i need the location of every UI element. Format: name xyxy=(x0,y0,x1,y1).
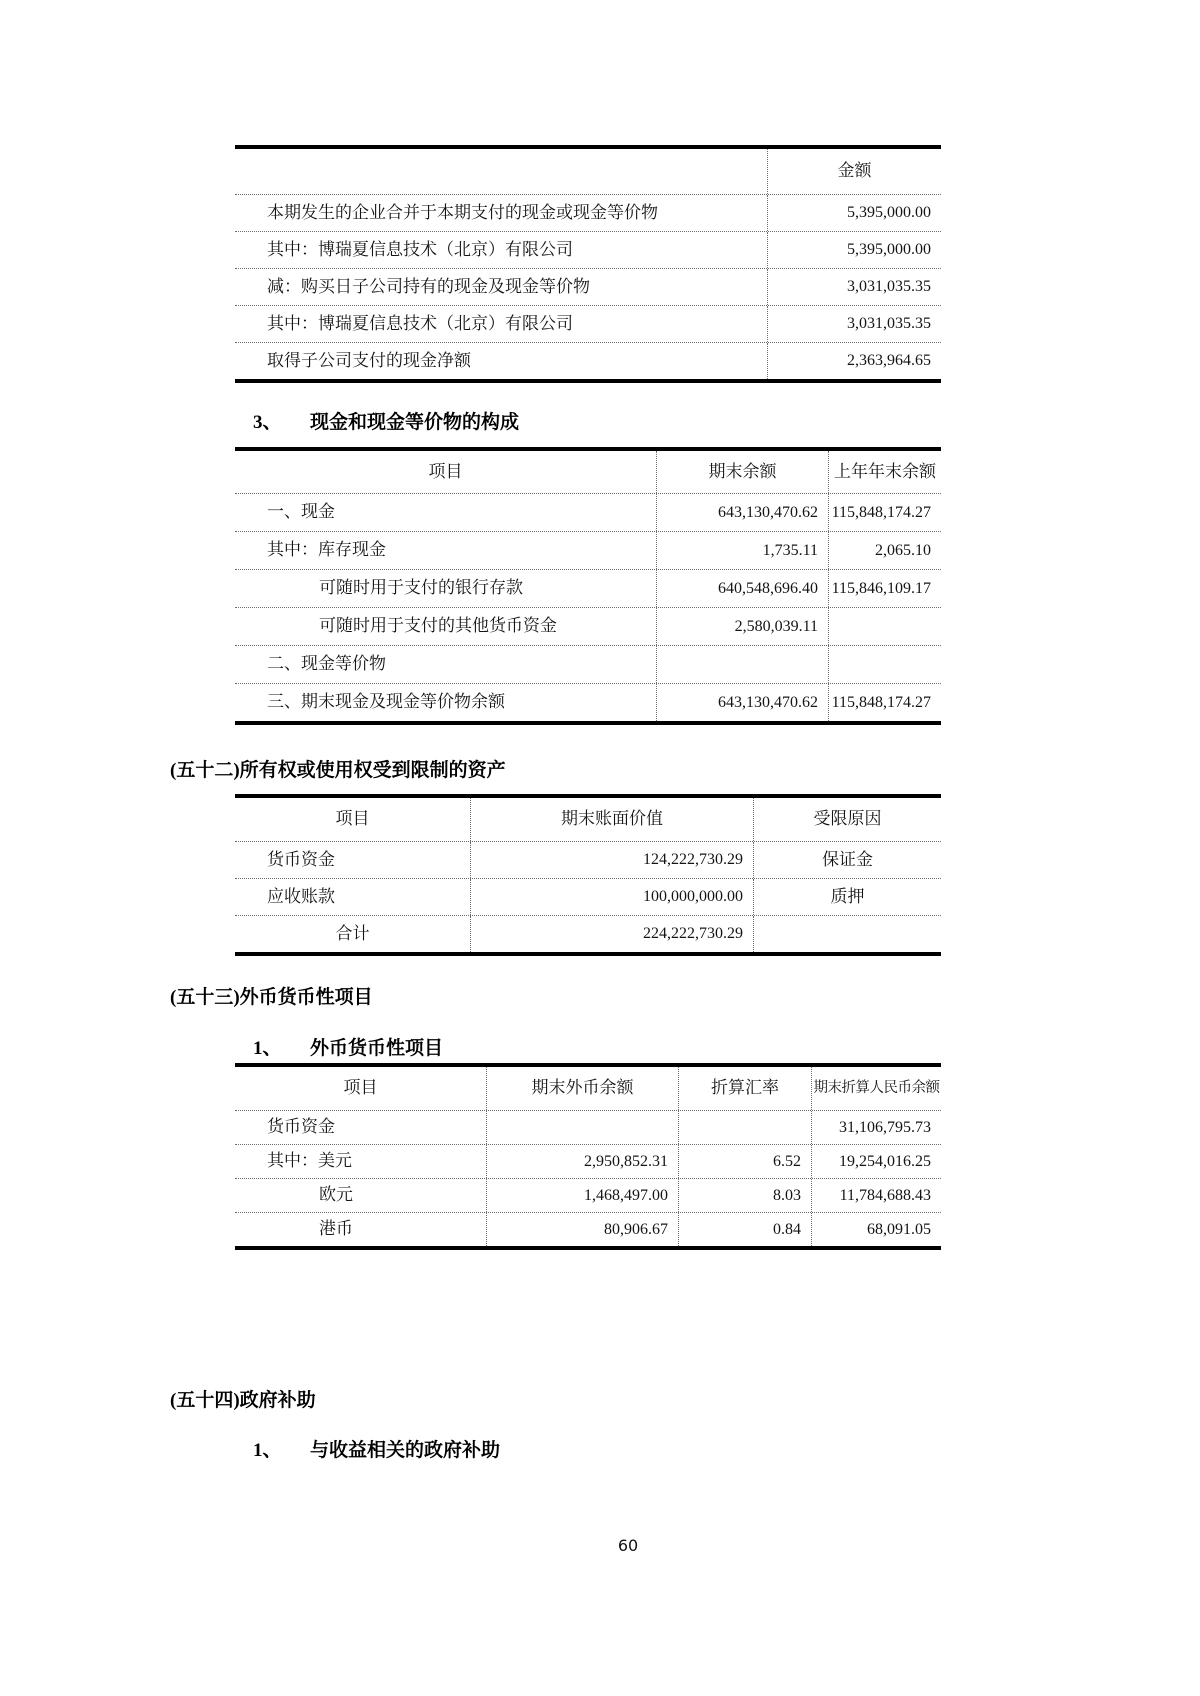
business-combination-cash-table xyxy=(235,145,941,383)
row-exchange-rate: 8.03 xyxy=(679,1179,812,1212)
table-row xyxy=(235,1213,941,1246)
row-item-label: 取得子公司支付的现金净额 xyxy=(235,343,768,379)
section-heading-restricted-assets xyxy=(170,760,506,783)
row-exchange-rate: 6.52 xyxy=(679,1145,812,1178)
table-row xyxy=(235,1111,941,1145)
row-item-label: 其中：博瑞夏信息技术（北京）有限公司 xyxy=(235,306,768,342)
row-ending-balance: 1,735.11 xyxy=(657,532,829,569)
table-row xyxy=(235,306,941,343)
table-header-row xyxy=(235,149,941,195)
row-ending-balance: 643,130,470.62 xyxy=(657,684,829,721)
row-fcy-balance xyxy=(487,1111,679,1144)
row-prior-balance xyxy=(829,608,941,645)
row-item-label: 欧元 xyxy=(235,1179,487,1212)
row-item-label: 一、现金 xyxy=(235,494,657,531)
table-header-row xyxy=(235,798,941,842)
subsection-heading-income-related-grants xyxy=(253,1440,500,1463)
row-item-label: 应收账款 xyxy=(235,879,471,915)
section-heading-government-grants xyxy=(170,1390,316,1413)
subsection-title: 与收益相关的政府补助 xyxy=(310,1440,501,1461)
table-row xyxy=(235,1179,941,1213)
table-row xyxy=(235,269,941,306)
foreign-currency-table xyxy=(235,1063,941,1250)
row-item-label: 港币 xyxy=(235,1213,487,1246)
cash-equivalents-table xyxy=(235,447,941,725)
table-row xyxy=(235,195,941,232)
row-item-label: 其中：博瑞夏信息技术（北京）有限公司 xyxy=(235,232,768,268)
row-item-label: 本期发生的企业合并于本期支付的现金或现金等价物 xyxy=(235,195,768,231)
table-row xyxy=(235,646,941,684)
row-exchange-rate: 0.84 xyxy=(679,1213,812,1246)
row-amount: 3,031,035.35 xyxy=(847,278,931,296)
row-prior-balance: 2,065.10 xyxy=(875,541,931,559)
section-number: 3、 xyxy=(253,412,282,433)
row-ending-balance: 2,580,039.11 xyxy=(657,608,829,645)
row-prior-balance xyxy=(829,646,941,683)
section-heading-foreign-currency xyxy=(170,987,373,1010)
header-item: 项目 xyxy=(235,1067,487,1110)
row-item-label: 三、期末现金及现金等价物余额 xyxy=(235,684,657,721)
row-restriction-reason: 质押 xyxy=(830,886,865,906)
row-ending-balance: 640,548,696.40 xyxy=(657,570,829,607)
row-ending-balance xyxy=(657,646,829,683)
row-fcy-balance: 80,906.67 xyxy=(487,1213,679,1246)
table-row xyxy=(235,879,941,916)
subsection-number: 1、 xyxy=(253,1440,282,1461)
table-row xyxy=(235,232,941,269)
row-book-value: 124,222,730.29 xyxy=(471,842,754,878)
row-amount: 5,395,000.00 xyxy=(847,204,931,222)
table-row xyxy=(235,684,941,721)
section-title: 外币货币性项目 xyxy=(239,987,373,1008)
row-fcy-balance: 2,950,852.31 xyxy=(487,1145,679,1178)
row-item-label: 可随时用于支付的其他货币资金 xyxy=(235,608,657,645)
row-amount: 5,395,000.00 xyxy=(847,241,931,259)
row-rmb-balance: 11,784,688.43 xyxy=(839,1186,931,1204)
table-row xyxy=(235,1145,941,1179)
row-total-label: 合计 xyxy=(235,916,471,952)
row-book-value: 100,000,000.00 xyxy=(471,879,754,915)
table-row xyxy=(235,343,941,379)
row-fcy-balance: 1,468,497.00 xyxy=(487,1179,679,1212)
row-item-label: 其中：美元 xyxy=(235,1145,487,1178)
row-restriction-reason xyxy=(754,916,941,952)
header-restriction-reason: 受限原因 xyxy=(813,809,882,829)
subsection-number: 1、 xyxy=(253,1038,282,1059)
header-amount: 金额 xyxy=(837,161,872,181)
table-header-row xyxy=(235,1067,941,1111)
section-title: 现金和现金等价物的构成 xyxy=(310,412,520,433)
row-rmb-balance: 19,254,016.25 xyxy=(839,1152,931,1170)
section-number: (五十四) xyxy=(170,1390,240,1411)
header-item-blank xyxy=(235,149,768,194)
table-row xyxy=(235,532,941,570)
table-row xyxy=(235,570,941,608)
section-title: 政府补助 xyxy=(239,1390,316,1411)
row-item-label: 可随时用于支付的银行存款 xyxy=(235,570,657,607)
row-item-label: 货币资金 xyxy=(235,842,471,878)
header-prior-year-balance: 上年年末余额 xyxy=(834,461,936,481)
row-item-label: 减：购买日子公司持有的现金及现金等价物 xyxy=(235,269,768,305)
row-item-label: 二、现金等价物 xyxy=(235,646,657,683)
section-number: (五十二) xyxy=(170,760,240,781)
row-prior-balance: 115,848,174.27 xyxy=(831,503,931,521)
table-row xyxy=(235,494,941,532)
restricted-assets-table xyxy=(235,794,941,956)
header-book-value: 期末账面价值 xyxy=(471,798,754,841)
row-exchange-rate xyxy=(679,1111,812,1144)
row-item-label: 其中：库存现金 xyxy=(235,532,657,569)
page-number: 60 xyxy=(617,1536,639,1555)
subsection-heading-foreign-currency xyxy=(253,1038,443,1061)
header-item: 项目 xyxy=(235,798,471,841)
row-restriction-reason: 保证金 xyxy=(822,849,873,869)
row-item-label: 货币资金 xyxy=(235,1111,487,1144)
header-fcy-balance: 期末外币余额 xyxy=(487,1067,679,1110)
row-amount: 3,031,035.35 xyxy=(847,315,931,333)
subsection-title: 外币货币性项目 xyxy=(310,1038,444,1059)
header-exchange-rate: 折算汇率 xyxy=(679,1067,812,1110)
section-number: (五十三) xyxy=(170,987,240,1008)
table-row xyxy=(235,608,941,646)
row-book-value: 224,222,730.29 xyxy=(471,916,754,952)
section-title: 所有权或使用权受到限制的资产 xyxy=(239,760,506,781)
row-amount: 2,363,964.65 xyxy=(847,352,931,370)
row-rmb-balance: 68,091.05 xyxy=(867,1220,931,1238)
row-ending-balance: 643,130,470.62 xyxy=(657,494,829,531)
section-heading-cash-composition xyxy=(253,412,519,435)
table-row xyxy=(235,842,941,879)
header-item: 项目 xyxy=(235,451,657,493)
header-ending-balance: 期末余额 xyxy=(657,451,829,493)
table-row xyxy=(235,916,941,952)
table-header-row xyxy=(235,451,941,494)
row-rmb-balance: 31,106,795.73 xyxy=(839,1118,931,1136)
header-rmb-balance: 期末折算人民币余额 xyxy=(813,1079,940,1096)
row-prior-balance: 115,846,109.17 xyxy=(831,579,931,597)
row-prior-balance: 115,848,174.27 xyxy=(831,693,931,711)
